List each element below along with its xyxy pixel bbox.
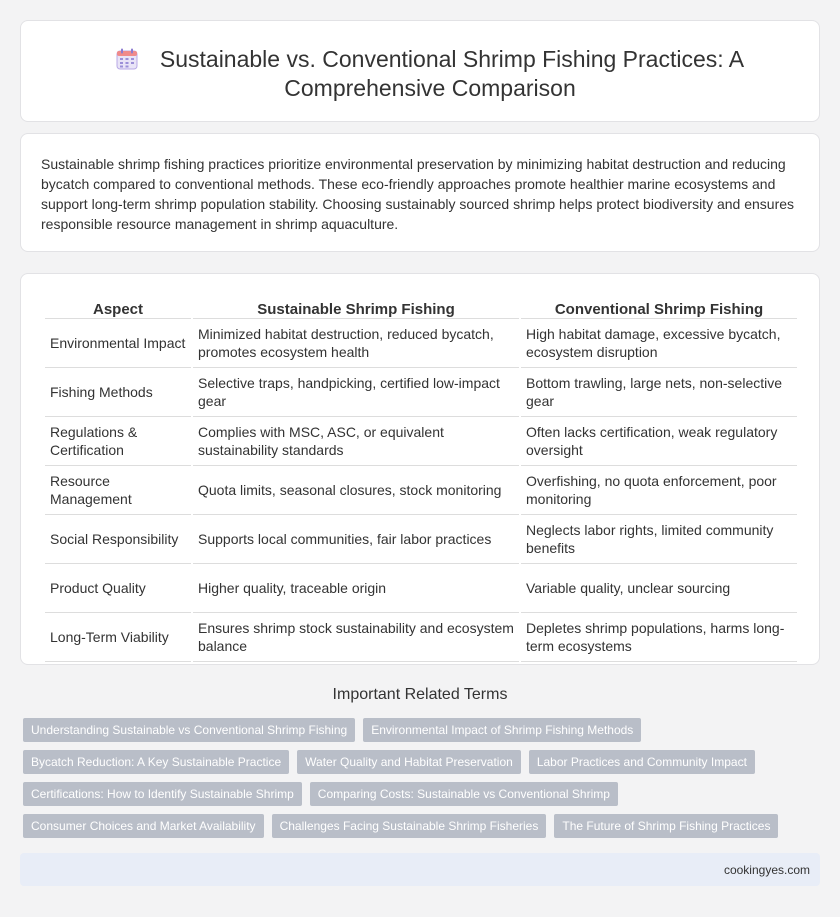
cell-conventional: Bottom trawling, large nets, non-selective gear bbox=[521, 368, 797, 417]
table-row bbox=[45, 515, 797, 564]
cell-aspect: Fishing Methods bbox=[45, 368, 191, 417]
cell-aspect: Product Quality bbox=[45, 564, 191, 613]
cell-aspect: Regulations & Certification bbox=[45, 417, 191, 466]
comparison-table bbox=[43, 297, 799, 662]
header-sustainable: Sustainable Shrimp Fishing bbox=[193, 297, 519, 319]
table-row bbox=[45, 564, 797, 613]
cell-aspect: Social Responsibility bbox=[45, 515, 191, 564]
cell-conventional: Variable quality, unclear sourcing bbox=[521, 564, 797, 613]
footer-site: cookingyes.com bbox=[723, 863, 810, 877]
table-row bbox=[45, 466, 797, 515]
title-card bbox=[20, 20, 820, 122]
cell-sustainable: Quota limits, seasonal closures, stock monitoring bbox=[193, 466, 519, 515]
related-term-tag[interactable]: Consumer Choices and Market Availability bbox=[23, 814, 264, 838]
cell-sustainable: Higher quality, traceable origin bbox=[193, 564, 519, 613]
header-conventional: Conventional Shrimp Fishing bbox=[521, 297, 797, 319]
page-title-text: Sustainable vs. Conventional Shrimp Fishing Practices: A Comprehensive Comparison bbox=[159, 46, 745, 101]
related-term-tag[interactable]: Water Quality and Habitat Preservation bbox=[297, 750, 521, 774]
intro-paragraph: Sustainable shrimp fishing practices prioritize environmental preservation by minimizing habitat destruction and reducing bycatch compared to conventional methods. These eco-friendly approaches promote healthier marine ecosystems and support long-term shrimp population stability. Choosing sustainably sourced shrimp helps protect biodiversity and ensures responsible resource management in shrimp aquaculture. bbox=[41, 156, 795, 232]
related-terms-list bbox=[23, 718, 813, 838]
cell-sustainable: Minimized habitat destruction, reduced bycatch, promotes ecosystem health bbox=[193, 319, 519, 368]
header-aspect: Aspect bbox=[45, 297, 191, 319]
intro-card bbox=[20, 133, 820, 252]
page-title bbox=[81, 45, 779, 103]
related-term-tag[interactable]: Bycatch Reduction: A Key Sustainable Practice bbox=[23, 750, 289, 774]
table-header-row bbox=[45, 297, 797, 319]
cell-conventional: Overfishing, no quota enforcement, poor monitoring bbox=[521, 466, 797, 515]
table-row bbox=[45, 417, 797, 466]
cell-conventional: Often lacks certification, weak regulatory oversight bbox=[521, 417, 797, 466]
related-term-tag[interactable]: Understanding Sustainable vs Conventional Shrimp Fishing bbox=[23, 718, 355, 742]
table-row bbox=[45, 368, 797, 417]
related-term-tag[interactable]: The Future of Shrimp Fishing Practices bbox=[554, 814, 778, 838]
cell-sustainable: Ensures shrimp stock sustainability and ecosystem balance bbox=[193, 613, 519, 662]
related-terms-title: Important Related Terms bbox=[332, 686, 508, 703]
cell-conventional: Neglects labor rights, limited community benefits bbox=[521, 515, 797, 564]
table-row bbox=[45, 613, 797, 662]
comparison-card bbox=[20, 273, 820, 665]
cell-sustainable: Complies with MSC, ASC, or equivalent sustainability standards bbox=[193, 417, 519, 466]
cell-aspect: Long-Term Viability bbox=[45, 613, 191, 662]
calendar-icon bbox=[116, 48, 138, 70]
cell-aspect: Environmental Impact bbox=[45, 319, 191, 368]
table-row bbox=[45, 319, 797, 368]
related-term-tag[interactable]: Comparing Costs: Sustainable vs Conventional Shrimp bbox=[310, 782, 618, 806]
related-term-tag[interactable]: Labor Practices and Community Impact bbox=[529, 750, 755, 774]
cell-conventional: High habitat damage, excessive bycatch, ecosystem disruption bbox=[521, 319, 797, 368]
cell-conventional: Depletes shrimp populations, harms long-term ecosystems bbox=[521, 613, 797, 662]
footer bbox=[20, 853, 820, 886]
related-term-tag[interactable]: Challenges Facing Sustainable Shrimp Fisheries bbox=[272, 814, 547, 838]
cell-sustainable: Supports local communities, fair labor practices bbox=[193, 515, 519, 564]
related-term-tag[interactable]: Certifications: How to Identify Sustainable Shrimp bbox=[23, 782, 302, 806]
cell-aspect: Resource Management bbox=[45, 466, 191, 515]
related-term-tag[interactable]: Environmental Impact of Shrimp Fishing Methods bbox=[363, 718, 641, 742]
cell-sustainable: Selective traps, handpicking, certified low-impact gear bbox=[193, 368, 519, 417]
